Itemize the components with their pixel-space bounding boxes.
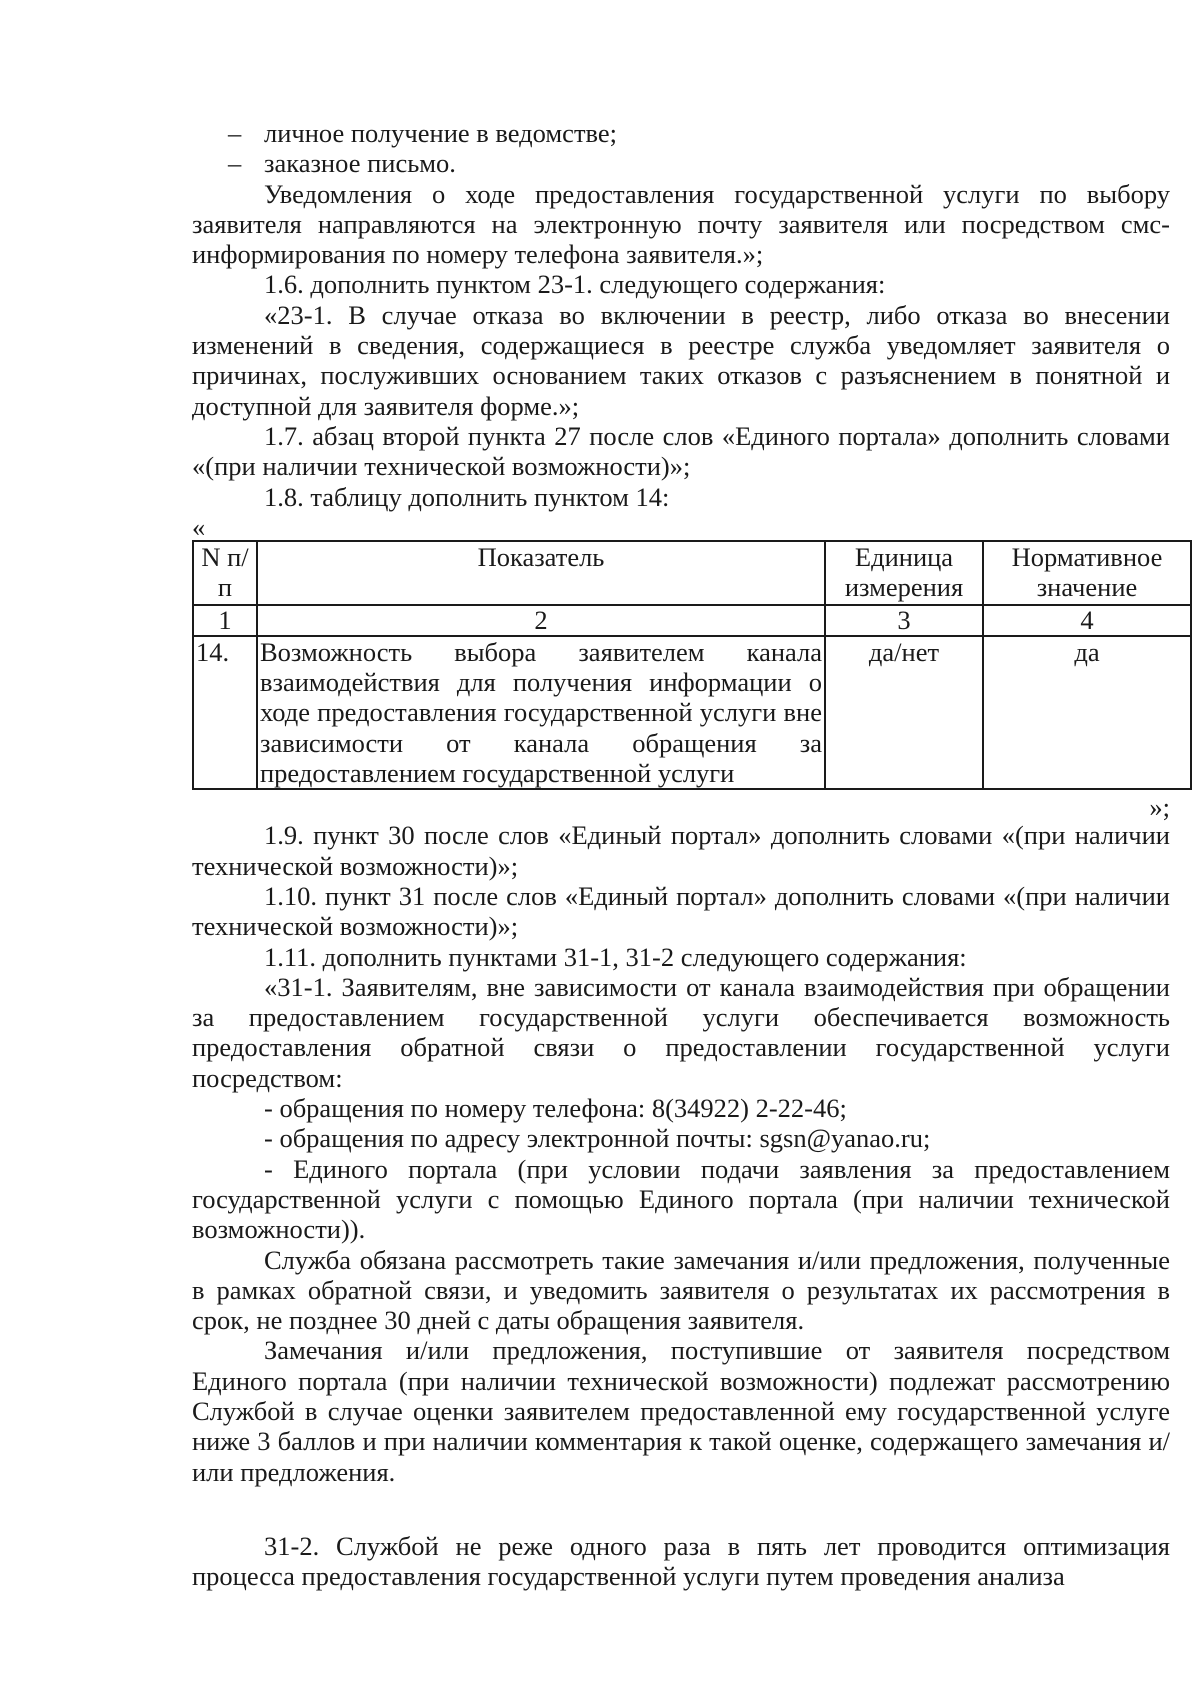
table-open-quote: « [192,511,206,542]
list-item [192,118,1170,148]
row-num: 14. [193,636,257,789]
paragraph-1-7: 1.7. абзац второй пункта 27 после слов «Единого портала» дополнить словами «(при наличии технической возможности)»; [192,420,1170,482]
row-indicator: Возможность выбора заявителем канала взаимодействия для получения информации о ходе предоставления государственной услуги вне зависимости от канала обращения за предоставлением государственной услуги [257,636,825,789]
table-close-quote: »; [1149,792,1170,823]
paragraph-email: - обращения по адресу электронной почты: sgsn@yanao.ru; [264,1123,931,1154]
indicator-table [192,540,1192,790]
list-item [192,148,1170,178]
paragraph-1-8: 1.8. таблицу дополнить пунктом 14: [264,481,670,512]
document-page [192,118,1170,1591]
row-norm: да [983,636,1191,789]
list-dash: – [228,148,242,179]
list-item-text: личное получение в ведомстве; [264,118,618,148]
table-header-row [193,541,1191,605]
table-row [193,636,1191,789]
table-column-numbers-row [193,605,1191,636]
paragraph-23-1: «23-1. В случае отказа во включении в реестр, либо отказа во внесении изменений в сведения, содержащиеся в реестре служба уведомляет заявителя о причинах, послуживших основанием таких отказов с разъяснением в понятной и доступной для заявителя форме.»; [192,299,1170,421]
list-dash: – [228,118,242,148]
paragraph-remarks: Замечания и/или предложения, поступившие от заявителя посредством Единого портала (при наличии технической возможности) подлежат рассмотрению Службой в случае оценки заявителем предоставленной ему государственной услуге ниже 3 баллов и при наличии комментария к такой оценке, содержащего замечания и/или предложения. [192,1335,1170,1487]
paragraph-1-6: 1.6. дополнить пунктом 23-1. следующего содержания: [264,269,886,300]
column-number: 4 [983,605,1191,636]
header-unit: Единица измерения [825,541,983,605]
paragraph-notifications: Уведомления о ходе предоставления государственной услуги по выбору заявителя направляются на электронную почту заявителя или посредством смс-информирования по номеру телефона заявителя.»; [192,178,1170,270]
paragraph-phone: - обращения по номеру телефона: 8(34922) 2-22-46; [264,1093,847,1124]
paragraph-1-9: 1.9. пункт 30 после слов «Единый портал» дополнить словами «(при наличии технической возможности)»; [192,820,1170,881]
column-number: 3 [825,605,983,636]
list-item-text: заказное письмо. [264,148,456,179]
column-number: 2 [257,605,825,636]
paragraph-1-11: 1.11. дополнить пунктами 31-1, 31-2 следующего содержания: [264,941,967,972]
row-unit: да/нет [825,636,983,789]
paragraph-service-obligation: Служба обязана рассмотреть такие замечания и/или предложения, полученные в рамках обратной связи, и уведомить заявителя о результатах их рассмотрения в срок, не позднее 30 дней с даты обращения заявителя. [192,1244,1170,1336]
column-number: 1 [193,605,257,636]
paragraph-31-1: «31-1. Заявителям, вне зависимости от канала взаимодействия при обращении за предоставлением государственной услуги обеспечивается возможность предоставления обратной связи о предоставлении государственной услуги посредством: [192,971,1170,1093]
header-num: N п/п [193,541,257,605]
paragraph-31-2: 31-2. Службой не реже одного раза в пять лет проводится оптимизация процесса предоставления государственной услуги путем проведения анализа [192,1530,1170,1592]
paragraph-1-10: 1.10. пункт 31 после слов «Единый портал» дополнить словами «(при наличии технической возможности)»; [192,880,1170,942]
header-norm: Нормативное значение [983,541,1191,605]
header-indicator: Показатель [257,541,825,605]
paragraph-portal: - Единого портала (при условии подачи заявления за предоставлением государственной услуги с помощью Единого портала (при наличии технической возможности)). [192,1153,1170,1245]
paragraph-gap [192,1487,1170,1531]
